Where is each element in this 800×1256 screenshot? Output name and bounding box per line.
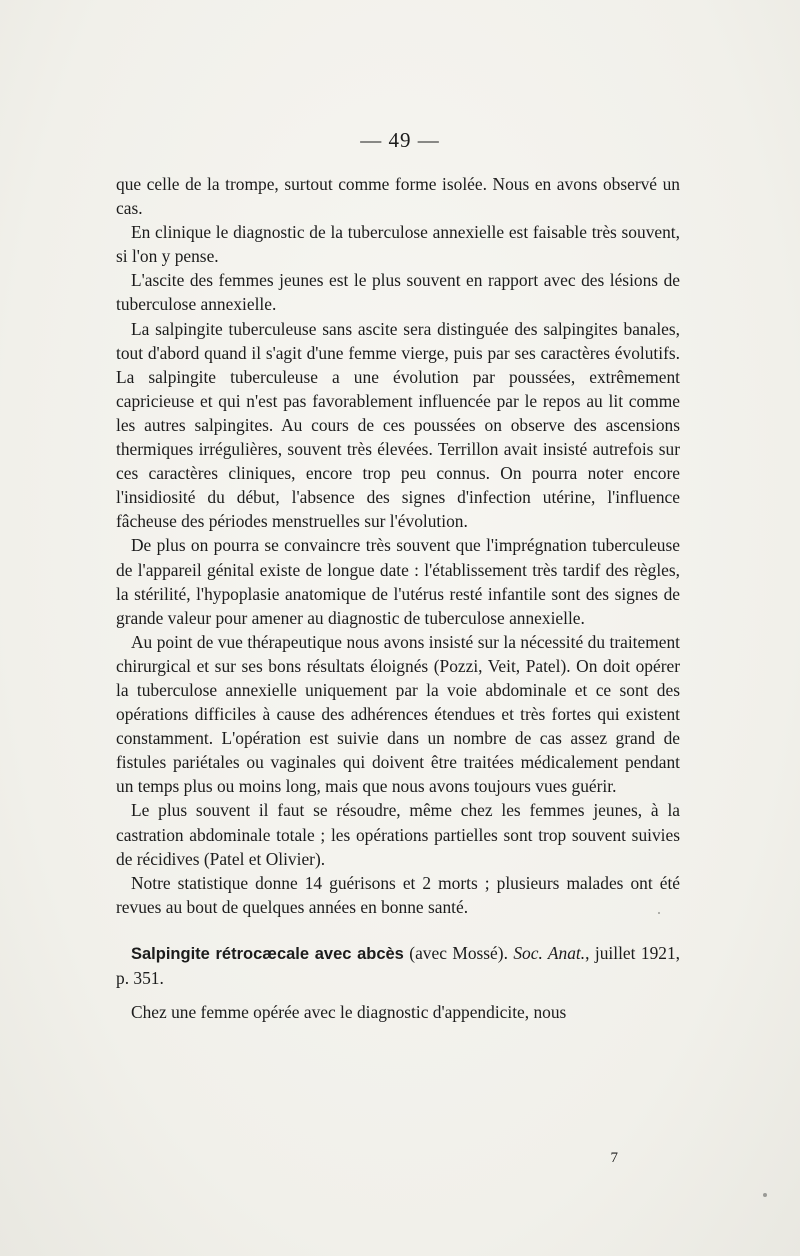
reference-title: Salpingite rétrocæcale avec abcès <box>131 944 404 963</box>
paragraph-4: La salpingite tuberculeuse sans ascite sera distinguée des salpingites banales, tout d'abord quand il s'agit d'une femme vierge, puis par ses caractères évolutifs. La salpingite tuberculeuse a une évolution par poussées, extrêmement capricieuse et qui n'est pas favorablement influencée par le repos au lit comme les autres salpingites. Au cours de ces poussées on observe des ascensions thermiques irrégulières, souvent très élevées. Terrillon avait insisté autrefois sur ces caractères cliniques, encore trop peu connus. On pourra noter encore l'insidiosité du début, l'absence des signes d'infection utérine, l'influence fâcheuse des périodes menstruelles sur l'évolution. <box>116 318 680 532</box>
reference-details: , juillet 1921, p. 351. <box>116 942 681 988</box>
reference-journal: Soc. Anat. <box>513 942 586 963</box>
bibliographic-reference <box>116 941 680 990</box>
closing-paragraph: Chez une femme opérée avec le diagnostic d'appendicite, nous <box>131 1002 567 1023</box>
paragraph-2: En clinique le diagnostic de la tuberculose annexielle est faisable très souvent, si l'on y pense. <box>116 222 680 267</box>
reference-authors: (avec Mossé). <box>403 942 514 963</box>
page-number: — 49 — <box>360 128 440 152</box>
paragraph-3: L'ascite des femmes jeunes est le plus souvent en rapport avec des lésions de tuberculose annexielle. <box>116 270 680 315</box>
signature-mark: 7 <box>610 1150 618 1166</box>
paragraph-8: Notre statistique donne 14 guérisons et 2 morts ; plusieurs malades ont été revues au bout de quelques années en bonne santé. <box>116 872 680 917</box>
paper-speck <box>658 912 660 914</box>
body-text <box>116 172 680 1024</box>
paragraph-1: que celle de la trompe, surtout comme forme isolée. Nous en avons observé un cas. <box>116 174 680 219</box>
paragraph-6: Au point de vue thérapeutique nous avons insisté sur la nécessité du traitement chirurgical et sur ses bons résultats éloignés (Pozzi, Veit, Patel). On doit opérer la tuberculose annexielle uniquement par la voie abdominale et ce sont des opérations difficiles à cause des adhérences étendues et très fortes qui existent constamment. L'opération est suivie dans un nombre de cas assez grand de fistules pariétales ou vaginales qui doivent être traitées médicalement pendant un temps plus ou moins long, mais que nous avons toujours vues guérir. <box>116 631 680 797</box>
paragraph-7: Le plus souvent il faut se résoudre, même chez les femmes jeunes, à la castration abdominale totale ; les opérations partielles sont trop souvent suivies de récidives (Patel et Olivier). <box>116 800 680 869</box>
paragraph-5: De plus on pourra se convaincre très souvent que l'imprégnation tuberculeuse de l'appareil génital existe de longue date : l'établissement très tardif des règles, la stérilité, l'hypoplasie anatomique de l'utérus resté infantile sont des signes de grande valeur pour amener au diagnostic de tuberculose annexielle. <box>116 535 680 628</box>
paper-speck <box>763 1193 767 1197</box>
